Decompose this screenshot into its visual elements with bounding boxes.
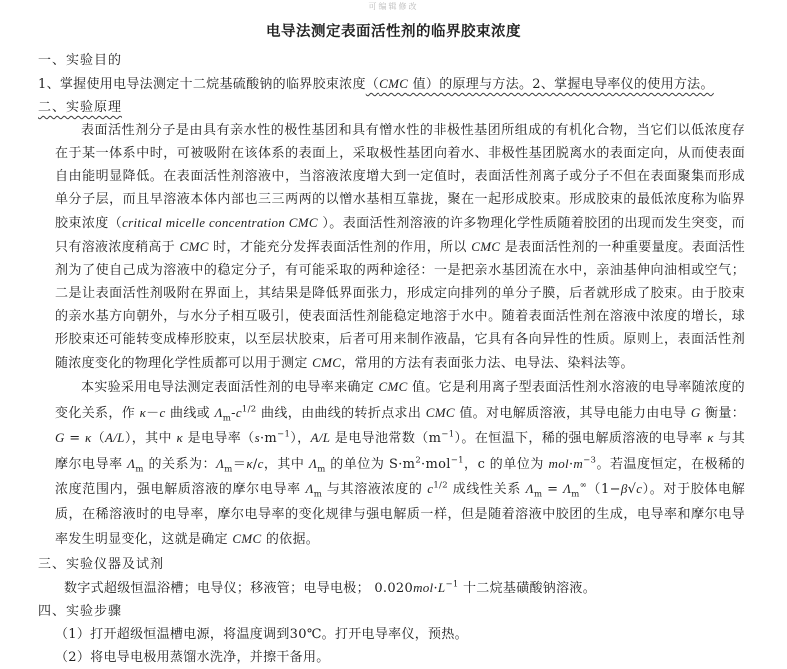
section-heading-objective: 一、实验目的 [38, 53, 123, 68]
procedure-step-1: （1）打开超级恒温槽电源，将温度调到30℃。打开电导率仪，预热。 [55, 626, 468, 642]
objective-item-wavy-underlined: （CMC 值）的原理与方法。2、掌握电导率仪的使用方法。 [365, 76, 714, 92]
watermark-text: 可编辑修改 [368, 2, 419, 11]
objective-item-plain: 1、掌握使用电导法测定十二烷基硫酸钠的临界胶束浓度 [38, 77, 366, 92]
procedure-step-2: （2）将电导电极用蒸馏水洗净，并擦干备用。 [55, 649, 330, 665]
section-heading-apparatus: 三、实验仪器及试剂 [38, 556, 165, 572]
section-heading-procedure: 四、实验步骤 [38, 603, 123, 619]
section-heading-principle: 二、实验原理 [38, 100, 123, 115]
principle-paragraph-2: 本实验采用电导法测定表面活性剂的电导率来确定 CMC 值。它是利用离子型表面活性剂水溶液的电导率随浓度的变化关系，作 κ－c 曲线或 $\Lambda_m-c^{1/2}$ 曲线，由曲线的转折点求出 CMC 值。对电解质溶液，其导电能力由电导 G 衡量：G = κ（A/L），其中 κ 是电导率$(s\cdot m^{-1})$，A/L 是电导池常数$(m^{-1})$。在恒温下，稀的强电解质溶液的电导率 κ 与其摩尔电导率 $\Lambda_m$ 的关系为：$\Lambda_m=\kappa/c$，其中 $\Lambda_m$ 的单位为 $S\cdot m^2\cdot mol^{-1}$，c 的单位为 $mol\cdot m^{-3}$。若温度恒定，在极稀的浓度范围内，强电解质溶液的摩尔电导率 $\Lambda_m$ 与其溶液浓度的 $c^{1/2}$ 成线性关系 $\Lambda_m = \Lambda_m^\infty(1-\beta√c)$。对于胶体电解质，在稀溶液时的电导率，摩尔电导率的变化规律与强电解质一样，但是随着溶液中胶团的生成，电导率和摩尔电导率发生明显变化，这就是确定 CMC 的依据。 [55, 379, 746, 547]
apparatus-reagents-line: 数字式超级恒温浴槽；电导仪；移液管；电导电极； $0.020mol\cdot L^{-1}$ 十二烷基磺酸钠溶液。 [64, 579, 597, 596]
objective-item [38, 72, 757, 96]
principle-paragraph-1: 表面活性剂分子是由具有亲水性的极性基团和具有憎水性的非极性基团所组成的有机化合物，当它们以低浓度存在于某一体系中时，可被吸附在该体系的表面上，采取极性基团向着水、非极性基团脱离水的表面定向，从而使表面自由能明显降低。在表面活性剂溶液中，当溶液浓度增大到一定值时，表面活性剂离子或分子不但在表面聚集而形成单分子层，而且早溶液本体内部也三三两两的以憎水基相互靠拢，聚在一起形成胶束。形成胶束的最低浓度称为临界胶束浓度（critical micelle concentration CMC ）。表面活性剂溶液的许多物理化学性质随着胶团的出现而发生突变，而只有溶液浓度稍高于 CMC 时，才能充分发挥表面活性剂的作用，所以 CMC 是表面活性剂的一种重要量度。表面活性剂为了使自己成为溶液中的稳定分子，有可能采取的两种途径：一是把亲水基团流在水中，亲油基伸向油相或空气；二是让表面活性剂吸附在界面上，其结果是降低界面张力，形成定向排列的单分子膜，后者就形成了胶束。由于胶束的亲水基方向朝外，与水分子相互吸引，使表面活性剂能稳定地溶于水中。随着表面活性剂在溶液中浓度的增长，球形胶束还可能转变成棒形胶束，以至层状胶束，后者可用来制作液晶，它具有各向异性的性质。原则上，表面活性剂随浓度变化的物理化学性质都可以用于测定 CMC，常用的方法有表面张力法、电导法、染料法等。 [55, 123, 745, 371]
page-title: 电导法测定表面活性剂的临界胶束浓度 [266, 23, 521, 40]
